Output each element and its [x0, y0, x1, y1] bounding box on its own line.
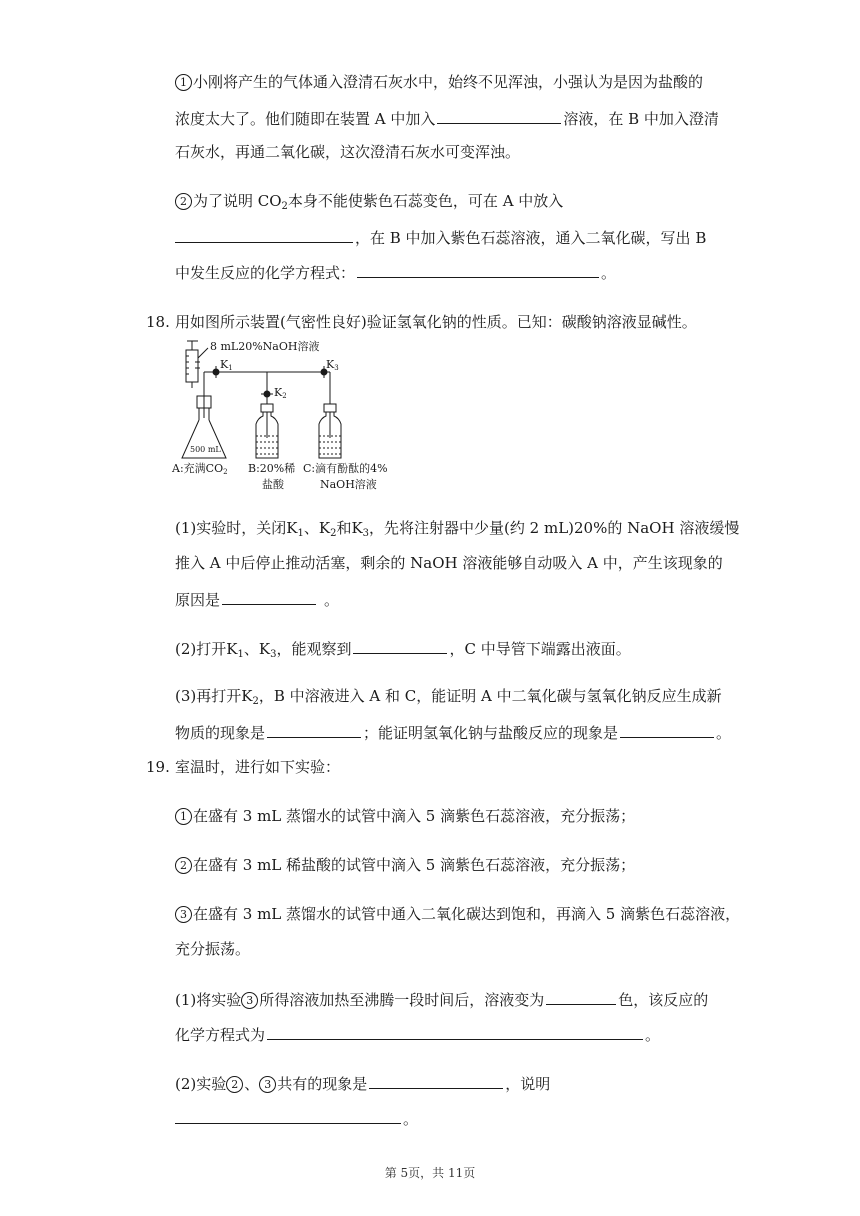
valve-k1-icon: [213, 366, 219, 378]
q18-part3-line1: (3)再打开$K_2$，B 中溶液进入 A 和 C，能证明 A 中二氧化碳与氢氧化钠反应生成新: [175, 687, 722, 707]
q18-part2-line: (2)打开$K_1$、$K_3$，能观察到 ，C 中导管下端露出液面。: [175, 637, 631, 665]
circled-number: 2: [175, 857, 192, 874]
q19-stem: 室温时，进行如下实验：: [175, 758, 341, 776]
q18-part1-line3: 原因是 。: [175, 588, 339, 610]
question-number: 19.: [146, 758, 170, 776]
valve-k3-label: K3: [326, 358, 339, 372]
question-number: 18.: [146, 313, 170, 331]
answer-blank[interactable]: [267, 721, 361, 738]
answer-blank[interactable]: [437, 107, 561, 124]
answer-blank[interactable]: [175, 1107, 401, 1124]
syringe-label: 8 mL20%NaOH溶液: [210, 340, 320, 353]
circled-number: 2: [175, 193, 192, 210]
answer-blank[interactable]: [222, 588, 316, 605]
q17-sub1-line1: 1 小刚将产生的气体通入澄清石灰水中，始终不见浑浊，小强认为是因为盐酸的: [175, 72, 703, 92]
circled-number: 3: [241, 992, 258, 1009]
q17-sub1-line3: 石灰水，再通二氧化碳，这次澄清石灰水可变浑浊。: [175, 143, 521, 161]
answer-blank[interactable]: [357, 261, 599, 278]
q19-exp3-line2: 充分振荡。: [175, 940, 251, 958]
q17-sub2-line1: 2 为了说明 $CO_2$本身不能使紫色石蕊变色，可在 A 中放入: [175, 191, 563, 217]
q19-exp3-line1: 3 在盛有 3 mL 蒸馏水的试管中通入二氧化碳达到饱和，再滴入 5 滴紫色石蕊溶液，: [175, 904, 740, 924]
q18-stem: 用如图所示装置(气密性良好)验证氢氧化钠的性质。已知：碳酸钠溶液显碱性。: [175, 313, 697, 331]
circled-number: 1: [175, 808, 192, 825]
answer-blank[interactable]: [353, 637, 447, 654]
q17-sub2-line3: 中发生反应的化学方程式： 。: [175, 261, 616, 283]
q18-part3-line2: 物质的现象是 ；能证明氢氧化钠与盐酸反应的现象是 。: [175, 721, 731, 743]
valve-k1-label: K1: [220, 358, 233, 372]
q17-sub2-line2: ，在 B 中加入紫色石蕊溶液，通入二氧化碳，写出 B: [175, 226, 706, 248]
answer-blank[interactable]: [620, 721, 714, 738]
q19-part1-line2: 化学方程式为 。: [175, 1023, 660, 1045]
q19-exp2: 2 在盛有 3 mL 稀盐酸的试管中滴入 5 滴紫色石蕊溶液，充分振荡；: [175, 855, 635, 875]
answer-blank[interactable]: [546, 988, 616, 1005]
caption-b-line2: 盐酸: [262, 478, 284, 491]
q19-exp1: 1 在盛有 3 mL 蒸馏水的试管中滴入 5 滴紫色石蕊溶液，充分振荡；: [175, 806, 635, 826]
circled-number: 2: [226, 1076, 243, 1093]
q19-part2-line1: (2)实验 2 、 3 共有的现象是 ，说明: [175, 1072, 550, 1094]
page-footer: 第 5页，共 11页: [384, 1166, 476, 1180]
valve-k2-icon: [261, 391, 273, 397]
caption-c-line1: C:滴有酚酞的4%: [303, 462, 388, 475]
answer-blank[interactable]: [267, 1023, 643, 1040]
answer-blank[interactable]: [369, 1072, 503, 1089]
valve-k2-label: K2: [274, 386, 287, 400]
flask-volume-label: 500 mL: [190, 445, 221, 454]
q19-part1-line1: (1)将实验 3 所得溶液加热至沸腾一段时间后，溶液变为 色，该反应的: [175, 988, 708, 1010]
circled-number: 1: [175, 74, 192, 91]
caption-b-line1: B:20%稀: [248, 462, 296, 475]
q19-part2-line2: 。: [175, 1107, 418, 1129]
answer-blank[interactable]: [175, 226, 353, 243]
caption-a: A:充满CO2: [172, 462, 228, 476]
syringe-icon: [186, 341, 208, 388]
q18-part1-line2: 推入 A 中后停止推动活塞，剩余的 NaOH 溶液能够自动吸入 A 中，产生该现象的: [175, 554, 723, 572]
circled-number: 3: [259, 1076, 276, 1093]
circled-number: 3: [175, 906, 192, 923]
apparatus-figure: [170, 338, 420, 494]
q17-sub1-line2: 浓度太大了。他们随即在装置 A 中加入 溶液，在 B 中加入澄清: [175, 107, 719, 129]
caption-c-line2: NaOH溶液: [320, 478, 377, 491]
q18-part1-line1: (1)实验时，关闭$K_1$、$K_2$和$K_3$，先将注射器中少量(约 2 mL)20%的 NaOH 溶液缓慢: [175, 519, 740, 539]
